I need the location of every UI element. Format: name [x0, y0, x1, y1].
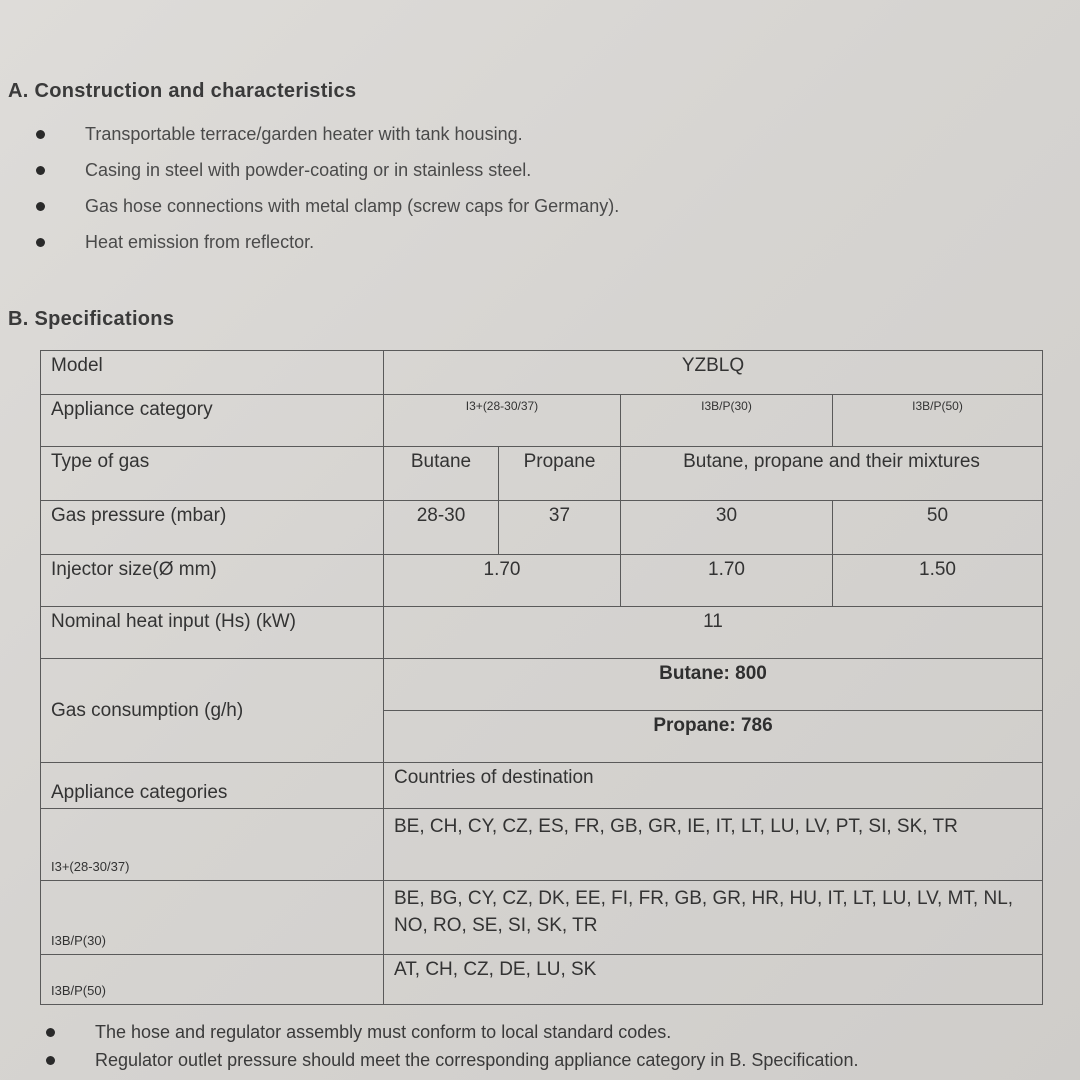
injector-label: Injector size(Ø mm) — [41, 555, 384, 607]
consumption-propane: Propane: 786 — [384, 711, 1043, 763]
destination-category: I3B/P(50) — [41, 955, 384, 1005]
section-b-heading: B. Specifications — [8, 308, 175, 330]
construction-list — [30, 116, 619, 260]
table-row — [41, 955, 1043, 1005]
table-row — [41, 395, 1043, 447]
destination-category: I3+(28-30/37) — [41, 809, 384, 881]
category-cell: I3+(28-30/37) — [384, 395, 621, 447]
table-row — [41, 501, 1043, 555]
footer-notes — [40, 1018, 858, 1074]
table-row — [41, 555, 1043, 607]
list-item: The hose and regulator assembly must conform to local standard codes. — [40, 1018, 858, 1046]
bullet-icon — [46, 1056, 55, 1065]
countries-label: Countries of destination — [384, 763, 1043, 809]
appliance-categories-label: Appliance categories — [41, 763, 384, 809]
pressure-30: 30 — [621, 501, 833, 555]
section-a-heading: A. Construction and characteristics — [8, 80, 357, 102]
destination-category: I3B/P(30) — [41, 881, 384, 955]
bullet-icon — [36, 130, 45, 139]
consumption-butane: Butane: 800 — [384, 659, 1043, 711]
table-row — [41, 447, 1043, 501]
bullet-icon — [36, 202, 45, 211]
list-item: Regulator outlet pressure should meet the corresponding appliance category in B. Specification. — [40, 1046, 858, 1074]
injector-value: 1.70 — [384, 555, 621, 607]
bullet-icon — [36, 238, 45, 247]
category-cell: I3B/P(30) — [621, 395, 833, 447]
gas-butane: Butane — [384, 447, 499, 501]
pressure-butane: 28-30 — [384, 501, 499, 555]
table-row — [41, 763, 1043, 809]
table-row — [41, 659, 1043, 711]
destination-countries: AT, CH, CZ, DE, LU, SK — [384, 955, 1043, 1005]
list-item: Transportable terrace/garden heater with tank housing. — [30, 116, 619, 152]
type-of-gas-label: Type of gas — [41, 447, 384, 501]
list-item: Gas hose connections with metal clamp (screw caps for Germany). — [30, 188, 619, 224]
list-item: Heat emission from reflector. — [30, 224, 619, 260]
pressure-propane: 37 — [499, 501, 621, 555]
bullet-icon — [46, 1028, 55, 1037]
model-value: YZBLQ — [384, 351, 1043, 395]
model-label: Model — [41, 351, 384, 395]
table-row — [41, 881, 1043, 955]
pressure-50: 50 — [833, 501, 1043, 555]
specifications-table — [40, 350, 1043, 1005]
gas-pressure-label: Gas pressure (mbar) — [41, 501, 384, 555]
list-item: Casing in steel with powder-coating or in stainless steel. — [30, 152, 619, 188]
injector-value: 1.50 — [833, 555, 1043, 607]
injector-value: 1.70 — [621, 555, 833, 607]
gas-propane: Propane — [499, 447, 621, 501]
heat-input-value: 11 — [384, 607, 1043, 659]
table-row — [41, 809, 1043, 881]
destination-countries: BE, CH, CY, CZ, ES, FR, GB, GR, IE, IT, LT, LU, LV, PT, SI, SK, TR — [384, 809, 1043, 881]
consumption-label: Gas consumption (g/h) — [41, 659, 384, 763]
bullet-icon — [36, 166, 45, 175]
table-row — [41, 607, 1043, 659]
category-cell: I3B/P(50) — [833, 395, 1043, 447]
heat-input-label: Nominal heat input (Hs) (kW) — [41, 607, 384, 659]
table-row — [41, 351, 1043, 395]
appliance-category-label: Appliance category — [41, 395, 384, 447]
gas-mixtures: Butane, propane and their mixtures — [621, 447, 1043, 501]
destination-countries: BE, BG, CY, CZ, DK, EE, FI, FR, GB, GR, HR, HU, IT, LT, LU, LV, MT, NL, NO, RO, SE, SI, SK, TR — [384, 881, 1043, 955]
